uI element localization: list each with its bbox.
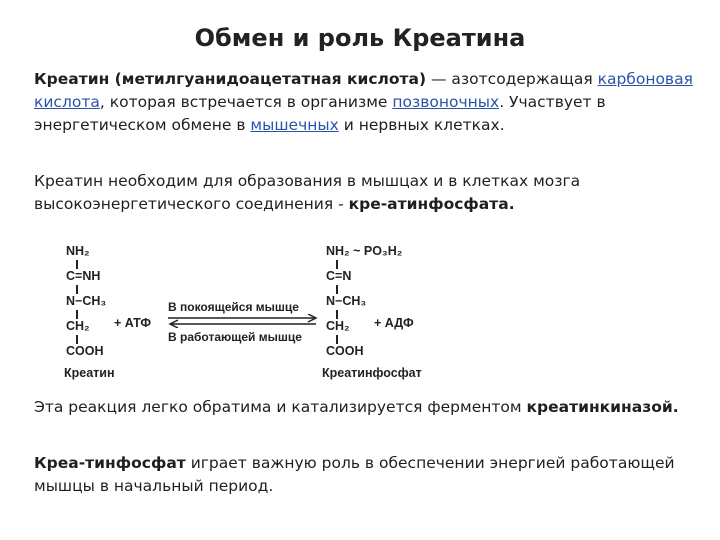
cp-nch3: N−CH₃ — [326, 294, 367, 308]
link-vertebrates[interactable]: позвоночных — [392, 93, 500, 111]
link-carboxylic-acid[interactable]: карбоновая кислота — [34, 70, 693, 111]
term-creatine-phosphate: Креа-тинфосфат — [34, 454, 186, 472]
creatine-nh2: NH₂ — [66, 244, 90, 258]
bond — [76, 260, 78, 269]
plus-adp: + АДФ — [374, 316, 414, 330]
creatine-phosphate-label: Креатинфосфат — [322, 366, 422, 380]
text-segment: , которая встречается в организме — [99, 93, 393, 111]
bond — [76, 335, 78, 344]
equilibrium-arrows — [168, 314, 318, 328]
paragraph-role — [34, 452, 694, 498]
cp-nh2-po3h2: NH₂ ~ PO₃H₂ — [326, 244, 403, 258]
page-title: Обмен и роль Креатина — [194, 24, 526, 52]
creatine-label: Креатин — [64, 366, 115, 380]
plus-atp: + АТФ — [114, 316, 152, 330]
arrow-label-working: В работающей мышце — [168, 330, 302, 344]
bond — [336, 335, 338, 344]
bond — [336, 310, 338, 319]
term-creatine-phosphate: кре-атинфосфата. — [348, 195, 515, 213]
creatine-ch2: CH₂ — [66, 319, 90, 333]
text-segment: . Участвует в энергетическом обмене в — [34, 93, 606, 134]
paragraph-reaction — [34, 396, 694, 419]
text-segment: и нервных клетках. — [338, 116, 505, 134]
arrow-label-resting: В покоящейся мышце — [168, 300, 299, 314]
paragraph-creatine-need — [34, 170, 694, 216]
text-segment: Эта реакция легко обратима и катализируется ферментом — [34, 398, 527, 416]
bond — [76, 285, 78, 294]
reaction-diagram — [50, 238, 470, 388]
cp-cooh: COOH — [326, 344, 364, 358]
creatine-cooh: COOH — [66, 344, 104, 358]
text-segment: — азотсодержащая — [426, 70, 598, 88]
cp-cn: C=N — [326, 269, 352, 283]
bond — [336, 260, 338, 269]
term-creatine-kinase: креатинкиназой. — [526, 398, 679, 416]
link-muscle[interactable]: мышечных — [250, 116, 339, 134]
text-segment: играет важную роль в обеспечении энергией работающей мышцы в начальный период. — [34, 454, 675, 495]
cp-ch2: CH₂ — [326, 319, 350, 333]
creatine-cnh: C=NH — [66, 269, 101, 283]
creatine-nch3: N−CH₃ — [66, 294, 107, 308]
bond — [76, 310, 78, 319]
term-creatine: Креатин (метилгуанидоацетатная кислота) — [34, 70, 427, 88]
bond — [336, 285, 338, 294]
text-segment: Креатин необходим для образования в мышцах и в клетках мозга высокоэнергетического соединения - — [34, 172, 581, 213]
paragraph-creatine-definition — [34, 68, 694, 137]
